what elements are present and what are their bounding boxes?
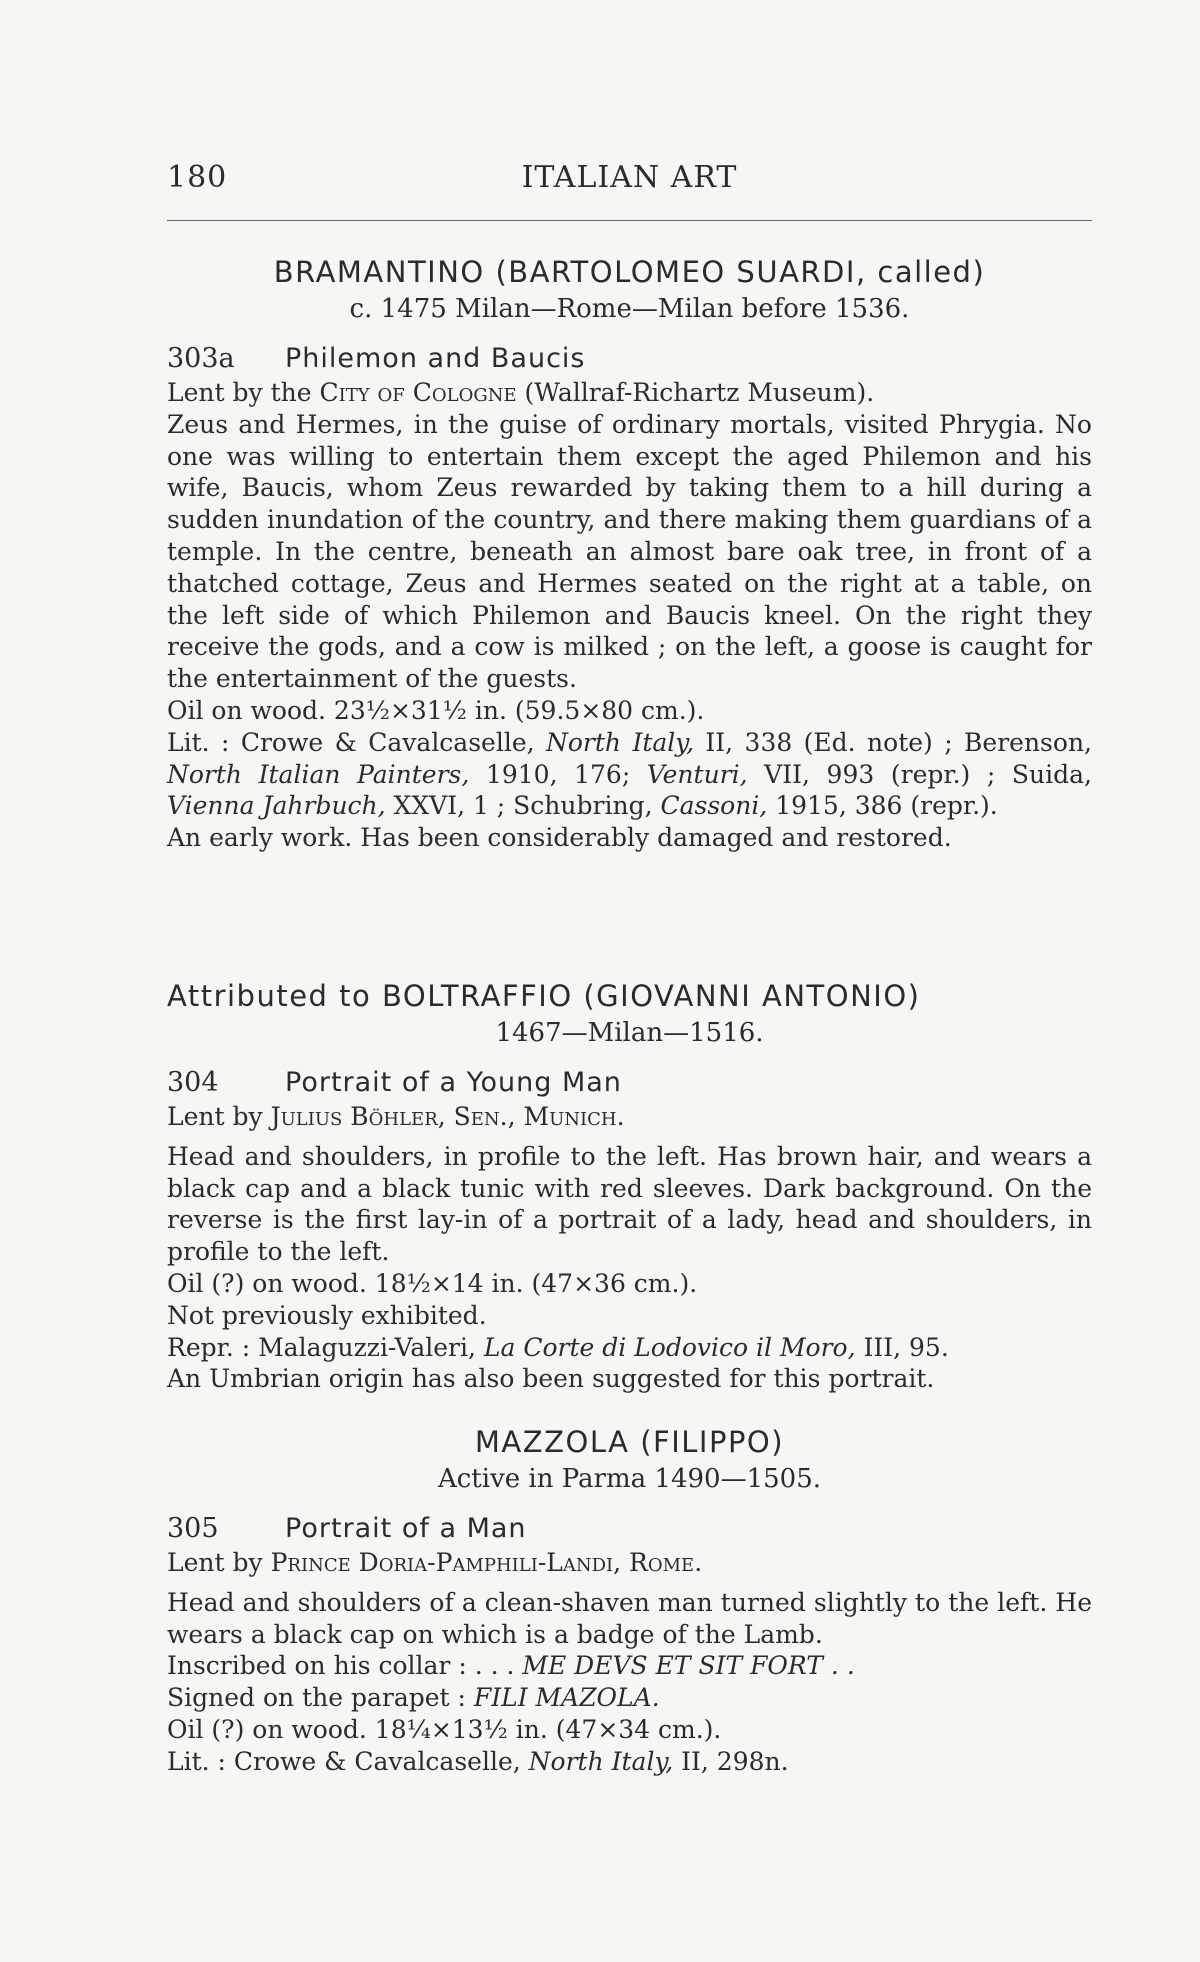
signature-note: Signed on the parapet : FILI MAZOLA. xyxy=(167,1683,660,1713)
medium: Oil on wood. 23½×31½ in. (59.5×80 cm.). xyxy=(167,695,705,725)
reproduction: Repr. : Malaguzzi-Valeri, La Corte di Lodovico il Moro, III, 95. xyxy=(167,1332,949,1362)
description: Zeus and Hermes, in the guise of ordinary mortals, visited Phrygia. No one was willing to entertain them except the aged Philemon and his wife, Baucis, whom Zeus rewarded by taking them to a hill during a sudden inundation of the country, and there making them guardians of a temple. In the centre, beneath an almost bare oak tree, in front of a thatched cottage, Zeus and Hermes seated on the right at a table, on the left side of which Philemon and Baucis kneel. On the right they receive the gods, and a cow is milked ; on the left, a goose is caught for the entertainment of the guests. xyxy=(167,409,1092,694)
entry-number: 303a xyxy=(167,343,235,374)
lender-name: Julius Böhler, Sen., Munich. xyxy=(270,1102,625,1131)
note: An Umbrian origin has also been suggested for this portrait. xyxy=(167,1364,935,1394)
catalogue-section-mazzola xyxy=(167,1423,1092,1778)
artist-heading: MAZZOLA (FILIPPO) xyxy=(474,1425,785,1459)
artist-dates: c. 1475 Milan—Rome—Milan before 1536. xyxy=(349,294,910,324)
entry-title: Portrait of a Man xyxy=(285,1513,527,1544)
lender-line: Lent by Prince Doria-Pamphili-Landi, Rome. xyxy=(167,1548,703,1577)
entry-heading xyxy=(167,341,1092,377)
lender-line: Lent by Julius Böhler, Sen., Munich. xyxy=(167,1102,625,1131)
artist-heading: Attributed to BOLTRAFFIO (GIOVANNI ANTONIO) xyxy=(167,979,921,1013)
catalogue-section-bramantino xyxy=(167,253,1092,854)
running-header xyxy=(167,160,1092,200)
exhibition-note: Not previously exhibited. xyxy=(167,1300,487,1330)
artist-dates: 1467—Milan—1516. xyxy=(495,1018,764,1048)
artist-dates: Active in Parma 1490—1505. xyxy=(437,1464,822,1494)
description: Head and shoulders, in profile to the left. Has brown hair, and wears a black cap and a black tunic with red sleeves. Dark background. On the reverse is the first lay-in of a portrait of a lady, head and shoulders, in profile to the left. xyxy=(167,1141,1092,1267)
entry-number: 305 xyxy=(167,1513,219,1544)
header-rule xyxy=(167,220,1092,221)
entry-heading xyxy=(167,1511,1092,1547)
literature: Lit. : Crowe & Cavalcaselle, North Italy, II, 338 (Ed. note) ; Berenson, North Italian Painters, 1910, 176; Venturi, VII, 993 (repr.) ; Suida, Vienna Jahrbuch, XXVI, 1 ; Schubring, Cassoni, 1915, 386 (repr.). xyxy=(167,727,1092,821)
description: Head and shoulders of a clean-shaven man turned slightly to the left. He wears a black cap on which is a badge of the Lamb. xyxy=(167,1587,1092,1649)
lender-name: Prince Doria-Pamphili-Landi, Rome. xyxy=(270,1548,703,1577)
entry-heading xyxy=(167,1065,1092,1101)
artist-heading: BRAMANTINO (BARTOLOMEO SUARDI, called) xyxy=(273,255,986,289)
page-number: 180 xyxy=(167,160,228,195)
catalogue-section-boltraffio xyxy=(167,977,1092,1395)
medium: Oil (?) on wood. 18½×14 in. (47×36 cm.). xyxy=(167,1268,698,1298)
entry-title: Philemon and Baucis xyxy=(285,343,586,374)
inscription: Inscribed on his collar : . . . ME DEVS ET SIT FORT . . xyxy=(167,1651,855,1681)
literature: Lit. : Crowe & Cavalcaselle, North Italy, II, 298n. xyxy=(167,1746,789,1776)
entry-number: 304 xyxy=(167,1067,219,1098)
medium: Oil (?) on wood. 18¼×13½ in. (47×34 cm.). xyxy=(167,1714,722,1744)
lender-name: City of Cologne xyxy=(319,378,517,407)
page-title: ITALIAN ART xyxy=(521,160,738,195)
note: An early work. Has been considerably damaged and restored. xyxy=(167,823,952,853)
entry-title: Portrait of a Young Man xyxy=(285,1067,622,1098)
lender-line: Lent by the City of Cologne (Wallraf-Richartz Museum). xyxy=(167,378,875,407)
